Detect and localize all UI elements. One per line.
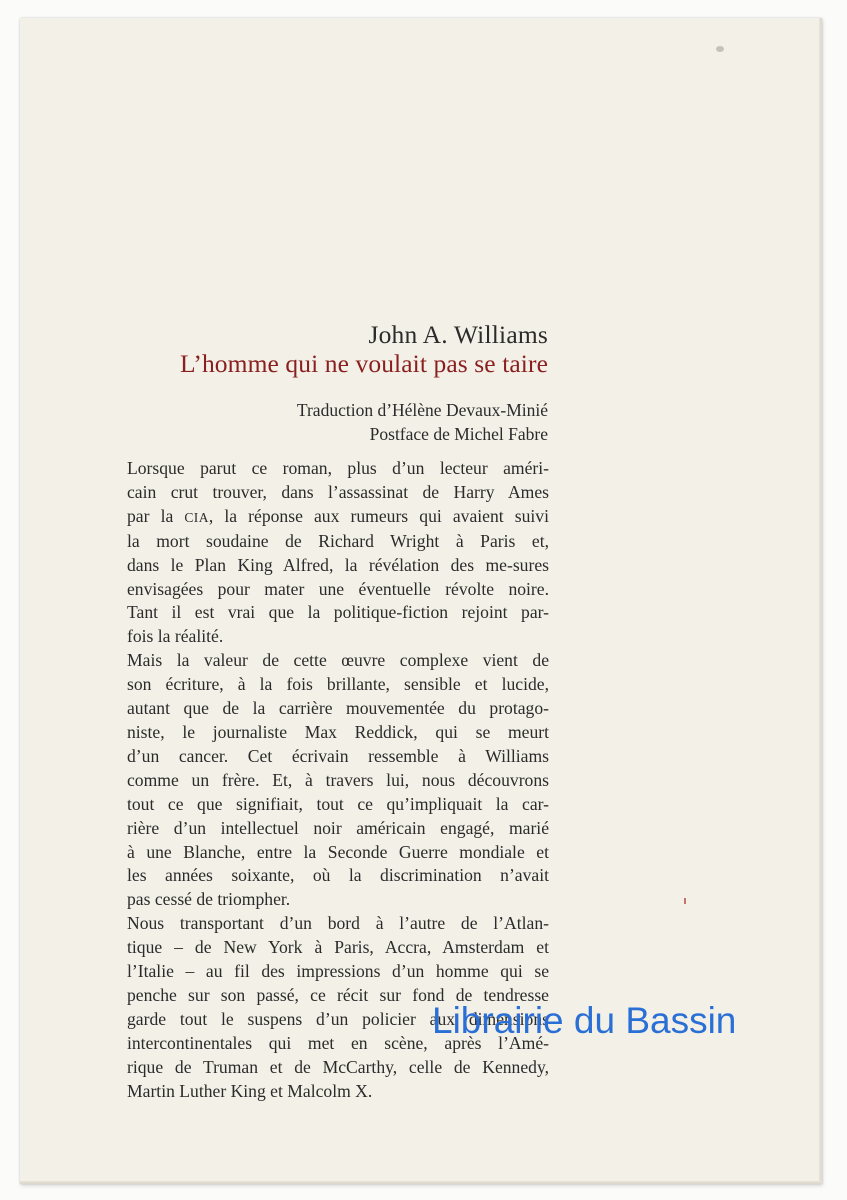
blurb-line: d’un cancer. Cet écrivain ressemble à Williams [127,745,549,766]
ink-mark [684,898,686,904]
blurb-line: fois la réalité. [127,626,224,647]
translation-credit: Traduction d’Hélène Devaux-Minié [296,400,548,420]
blurb-line: tique – de New York à Paris, Accra, Amsterdam et [127,937,549,958]
blurb-line: rière d’un intellectuel noir américain engagé, marié [127,817,549,838]
book-credits [297,398,548,446]
blurb-line: Mais la valeur de cette œuvre complexe vient de [127,650,549,671]
blurb-line: intercontinentales qui met en scène, après l’Amé- [127,1032,549,1053]
blurb-line: comme un frère. Et, à travers lui, nous découvrons [127,769,549,790]
blurb-line: dans le Plan King Alfred, la révélation des me-sures [127,554,549,575]
blurb-line: autant que de la carrière mouvementée du protago- [127,698,549,719]
bookshop-watermark: Librairie du Bassin [432,1000,737,1041]
cover-edge-right [819,18,822,1184]
blurb-line: son écriture, à la fois brillante, sensible et lucide, [127,674,549,695]
blurb-line: pas cessé de triompher. [127,889,291,910]
blurb-line: la mort soudaine de Richard Wright à Paris et, [127,530,549,551]
blurb-line: Martin Luther King et Malcolm X. [127,1080,373,1101]
blurb-line: Lorsque parut ce roman, plus d’un lecteur améri- [127,458,549,478]
blurb-line: garde tout le suspens d’un policier aux dimensions [127,1008,549,1029]
blurb-line: niste, le journaliste Max Reddick, qui se meurt [127,721,549,742]
blurb-line: à une Blanche, entre la Seconde Guerre mondiale et [127,841,549,862]
acronym-cia: CIA [184,509,209,525]
blurb-line: penche sur son passé, ce récit sur fond de tendresse [127,984,549,1005]
blurb-line: par la CIA, la réponse aux rumeurs qui avaient suivi [127,505,549,526]
blurb-line: Nous transportant d’un bord à l’autre de l’Atlan- [127,913,549,934]
blurb-line: cain crut trouver, dans l’assassinat de Harry Ames [127,481,549,502]
afterword-credit: Postface de Michel Fabre [369,424,548,444]
blurb-line: rique de Truman et de McCarthy, celle de Kennedy, [127,1056,549,1077]
blurb-line: les années soixante, où la discrimination n’avait [127,865,549,886]
book-author: John A. Williams [368,320,548,349]
book-title: L’homme qui ne voulait pas se taire [180,349,548,378]
blurb-line: envisagées pour mater une éventuelle révolte noire. [127,578,549,599]
paper-speck [716,46,724,52]
cover-edge-bottom [20,1181,822,1184]
blurb-line: l’Italie – au fil des impressions d’un homme qui se [127,961,549,982]
blurb-line: tout ce que signifiait, tout ce qu’impliquait la car- [127,793,549,814]
blurb-line: Tant il est vrai que la politique-fiction rejoint par- [127,602,549,623]
